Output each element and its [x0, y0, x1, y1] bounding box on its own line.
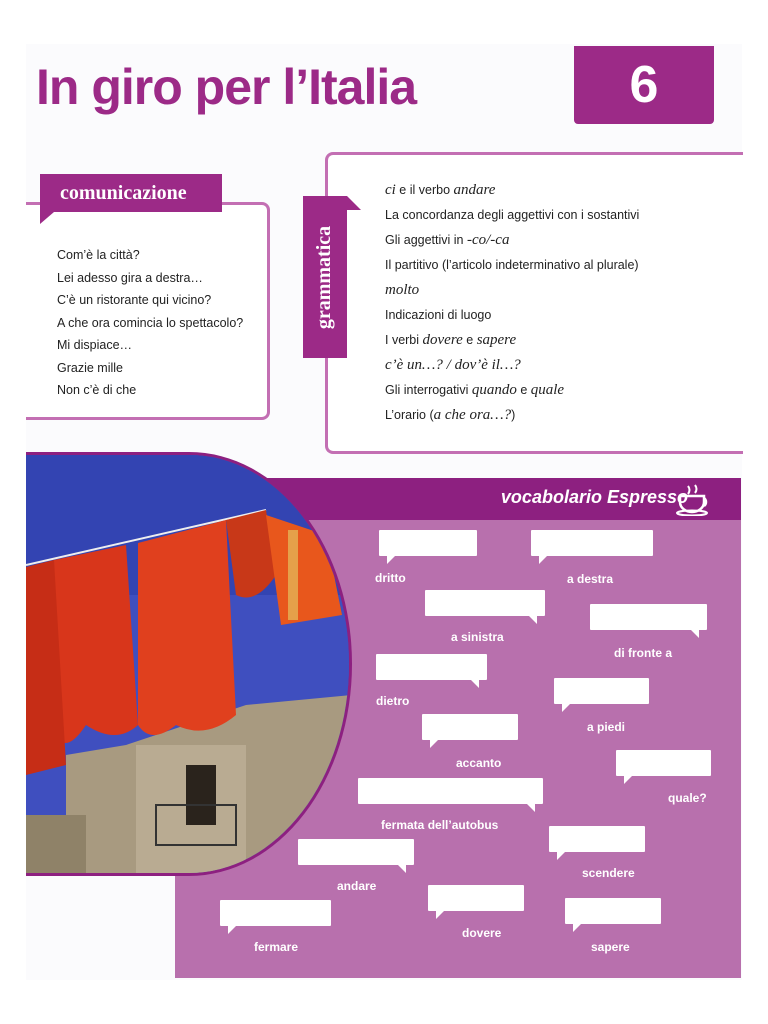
communication-list — [57, 244, 243, 402]
vocab-blank[interactable] — [376, 654, 487, 680]
communication-item: Mi dispiace… — [57, 338, 133, 352]
vocab-word: dritto — [375, 571, 406, 585]
vocab-blank[interactable] — [298, 839, 414, 865]
vocab-word: a destra — [567, 572, 614, 586]
vocab-word: sapere — [591, 940, 630, 954]
communication-label: comunicazione — [40, 174, 222, 212]
vocab-word: quale? — [668, 791, 707, 805]
vocab-word: a piedi — [587, 720, 626, 734]
grammar-item: Gli interrogativi quando e quale — [385, 382, 565, 398]
vocab-blank[interactable] — [358, 778, 543, 804]
vocab-blank[interactable] — [428, 885, 524, 911]
vocab-blank[interactable] — [590, 604, 707, 630]
photo-laundry — [26, 452, 352, 876]
grammar-item: ci e il verbo andare — [385, 182, 496, 198]
grammar-item: Indicazioni di luogo — [385, 308, 492, 322]
vocab-blank[interactable] — [425, 590, 545, 616]
communication-item: Grazie mille — [57, 360, 123, 375]
vocab-word: di fronte a — [614, 646, 673, 660]
communication-item: Com’è la città? — [57, 248, 140, 262]
vocab-blank[interactable] — [379, 530, 477, 556]
vocab-blank[interactable] — [565, 898, 661, 924]
unit-number-badge: 6 — [574, 46, 714, 124]
vocab-word: dietro — [376, 694, 410, 708]
grammar-item: c’è un…? / dov’è il…? — [385, 357, 521, 373]
grammar-label: grammatica — [313, 225, 336, 329]
vocab-word: accanto — [456, 756, 502, 770]
vocab-blank[interactable] — [422, 714, 518, 740]
communication-tab-notch — [40, 212, 54, 224]
vocab-word: a sinistra — [451, 630, 504, 644]
vocab-blank[interactable] — [616, 750, 711, 776]
grammar-item: Gli aggettivi in -co/-ca — [385, 232, 510, 248]
vocab-word: scendere — [582, 866, 635, 880]
vocab-word: fermare — [254, 940, 299, 954]
communication-item: C’è un ristorante qui vicino? — [57, 293, 212, 307]
grammar-item: La concordanza degli aggettivi con i sostantivi — [385, 208, 640, 222]
grammar-item: L’orario (a che ora…?) — [385, 407, 516, 423]
page-title: In giro per l’Italia — [36, 59, 417, 115]
grammar-item: I verbi dovere e sapere — [385, 332, 517, 348]
vocab-word: dovere — [462, 926, 502, 940]
grammar-tab-notch — [347, 196, 361, 210]
vocab-blank[interactable] — [220, 900, 331, 926]
communication-item: Non c’è di che — [57, 383, 137, 397]
vocab-blank[interactable] — [549, 826, 645, 852]
vocabulary-title: vocabolario Espresso — [500, 487, 688, 507]
vocab-blank[interactable] — [554, 678, 649, 704]
grammar-item: molto — [385, 282, 420, 298]
communication-item: A che ora comincia lo spettacolo? — [57, 315, 244, 330]
communication-item: Lei adesso gira a destra… — [57, 270, 203, 285]
vocab-word: andare — [337, 879, 377, 893]
grammar-item: Il partitivo (l’articolo indeterminativo al plurale) — [385, 258, 639, 272]
vocab-word: fermata dell’autobus — [381, 818, 499, 832]
grammar-list — [385, 178, 639, 428]
coffee-cup-icon — [674, 482, 714, 516]
vocab-blank[interactable] — [531, 530, 653, 556]
